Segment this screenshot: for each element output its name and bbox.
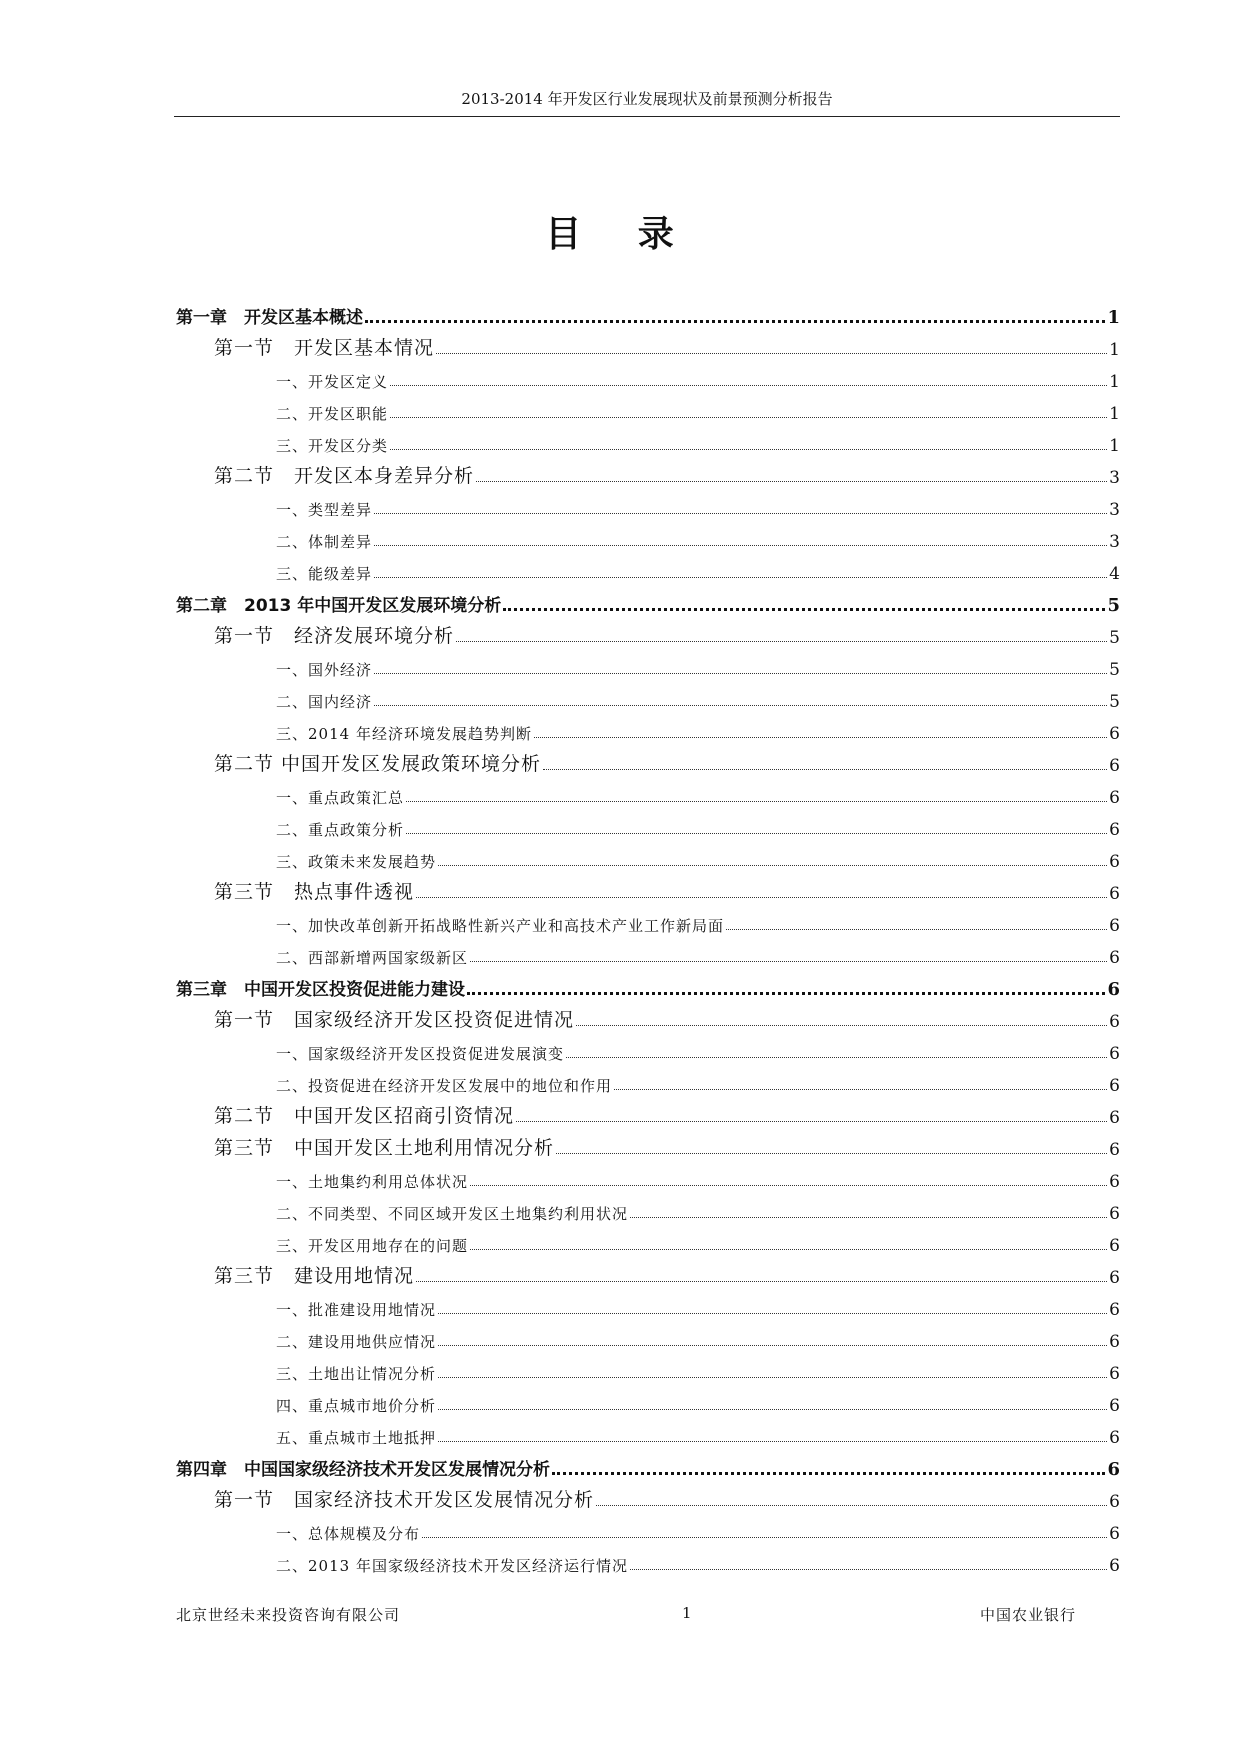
toc-entry-label: 一、重点政策汇总: [276, 789, 405, 807]
toc-entry-label: 一、开发区定义: [276, 373, 389, 391]
toc-entry-label: 一、总体规模及分布: [276, 1525, 421, 1543]
toc-section-entry[interactable]: [176, 744, 1120, 776]
toc-entry-page: 1: [1109, 404, 1120, 424]
toc-entry-page: 6: [1109, 788, 1120, 808]
toc-entry-label: 一、加快改革创新开拓战略性新兴产业和高技术产业工作新局面: [276, 917, 725, 935]
toc-leader-dots: [406, 833, 1107, 834]
page-header: [174, 86, 1120, 117]
toc-leader-dots: [456, 641, 1107, 642]
toc-section-entry[interactable]: [176, 1128, 1120, 1160]
toc-entry-label: 一、国外经济: [276, 661, 373, 679]
toc-entry-label: 一、土地集约利用总体状况: [276, 1173, 469, 1191]
toc-entry-page: 6: [1107, 1459, 1120, 1480]
toc-leader-dots: [365, 320, 1105, 323]
toc-entry-label: 二、开发区职能: [276, 405, 389, 423]
toc-subsection-entry[interactable]: [176, 936, 1120, 968]
toc-entry-page: 6: [1109, 1524, 1120, 1544]
toc-entry-label: 二、不同类型、不同区域开发区土地集约利用状况: [276, 1205, 629, 1223]
toc-chapter-entry[interactable]: [176, 296, 1120, 328]
toc-entry-page: 6: [1109, 1108, 1120, 1128]
header-title: 2013-2014 年开发区行业发展现状及前景预测分析报告: [461, 90, 833, 108]
toc-leader-dots: [614, 1089, 1107, 1090]
toc-leader-dots: [438, 1441, 1107, 1442]
toc-leader-dots: [470, 961, 1107, 962]
toc-entry-label: 二、西部新增两国家级新区: [276, 949, 469, 967]
toc-entry-label: 第一节 国家经济技术开发区发展情况分析: [214, 1489, 595, 1511]
toc-section-entry[interactable]: [176, 456, 1120, 488]
toc-entry-page: 6: [1109, 1428, 1120, 1448]
toc-leader-dots: [438, 1409, 1107, 1410]
toc-entry-page: 6: [1109, 1492, 1120, 1512]
toc-leader-dots: [467, 992, 1105, 995]
toc-subsection-entry[interactable]: [176, 1288, 1120, 1320]
page-footer: [176, 1604, 1120, 1628]
toc-entry-label: 第一章 开发区基本概述: [176, 308, 363, 328]
toc-leader-dots: [422, 1537, 1107, 1538]
toc-entry-page: 6: [1109, 1396, 1120, 1416]
toc-entry-page: 6: [1109, 1204, 1120, 1224]
toc-leader-dots: [374, 673, 1107, 674]
footer-company: 北京世经未来投资咨询有限公司: [176, 1606, 401, 1624]
toc-entry-page: 6: [1109, 852, 1120, 872]
toc-entry-label: 第一节 国家级经济开发区投资促进情况: [214, 1009, 575, 1031]
toc-leader-dots: [726, 929, 1107, 930]
toc-entry-page: 6: [1109, 1076, 1120, 1096]
toc-entry-label: 三、开发区用地存在的问题: [276, 1237, 469, 1255]
toc-leader-dots: [476, 481, 1107, 482]
toc-subsection-entry[interactable]: [176, 1224, 1120, 1256]
toc-entry-label: 二、建设用地供应情况: [276, 1333, 437, 1351]
toc-leader-dots: [596, 1505, 1107, 1506]
toc-subsection-entry[interactable]: [176, 1416, 1120, 1448]
toc-entry-page: 6: [1109, 1556, 1120, 1576]
toc-entry-page: 6: [1109, 1140, 1120, 1160]
toc-leader-dots: [503, 608, 1105, 611]
toc-leader-dots: [516, 1121, 1107, 1122]
toc-entry-label: 三、2014 年经济环境发展趋势判断: [276, 725, 532, 743]
toc-leader-dots: [438, 865, 1107, 866]
toc-entry-page: 6: [1109, 1332, 1120, 1352]
toc-section-entry[interactable]: [176, 1096, 1120, 1128]
toc-leader-dots: [374, 705, 1107, 706]
toc-leader-dots: [566, 1057, 1107, 1058]
toc-title: 目 录: [545, 213, 696, 255]
footer-page-number: 1: [682, 1604, 692, 1622]
toc-leader-dots: [552, 1472, 1105, 1475]
toc-entry-label: 二、投资促进在经济开发区发展中的地位和作用: [276, 1077, 613, 1095]
toc-leader-dots: [534, 737, 1107, 738]
toc-entry-label: 二、体制差异: [276, 533, 373, 551]
toc-subsection-entry[interactable]: [176, 488, 1120, 520]
toc-leader-dots: [470, 1185, 1107, 1186]
toc-entry-label: 三、开发区分类: [276, 437, 389, 455]
toc-entry-label: 第三节 中国开发区土地利用情况分析: [214, 1137, 555, 1159]
toc-subsection-entry[interactable]: [176, 776, 1120, 808]
toc-entry-page: 6: [1109, 1268, 1120, 1288]
toc-entry-page: 5: [1109, 628, 1120, 648]
toc-entry-page: 6: [1109, 1172, 1120, 1192]
toc-entry-page: 6: [1109, 884, 1120, 904]
toc-entry-page: 6: [1109, 1044, 1120, 1064]
toc-leader-dots: [438, 1345, 1107, 1346]
toc-subsection-entry[interactable]: [176, 808, 1120, 840]
toc-leader-dots: [630, 1217, 1107, 1218]
toc-subsection-entry[interactable]: [176, 360, 1120, 392]
toc-entry-page: 3: [1109, 468, 1120, 488]
toc-entry-page: 1: [1109, 340, 1120, 360]
toc-chapter-entry[interactable]: [176, 584, 1120, 616]
toc-entry-label: 二、国内经济: [276, 693, 373, 711]
toc-leader-dots: [390, 449, 1107, 450]
toc-subsection-entry[interactable]: [176, 1544, 1120, 1576]
toc-section-entry[interactable]: [176, 1480, 1120, 1512]
toc-entry-label: 三、能级差异: [276, 565, 373, 583]
toc-subsection-entry[interactable]: [176, 840, 1120, 872]
toc-entry-label: 二、2013 年国家级经济技术开发区经济运行情况: [276, 1557, 628, 1575]
toc-entry-label: 三、土地出让情况分析: [276, 1365, 437, 1383]
toc-section-entry[interactable]: [176, 872, 1120, 904]
toc-subsection-entry[interactable]: [176, 1064, 1120, 1096]
toc-entry-page: 6: [1109, 1012, 1120, 1032]
toc-entry-label: 第二章 2013 年中国开发区发展环境分析: [176, 596, 502, 616]
toc-chapter-entry[interactable]: [176, 968, 1120, 1000]
toc-entry-label: 一、批准建设用地情况: [276, 1301, 437, 1319]
toc-chapter-entry[interactable]: [176, 1448, 1120, 1480]
toc-subsection-entry[interactable]: [176, 1032, 1120, 1064]
toc-leader-dots: [470, 1249, 1107, 1250]
toc-leader-dots: [390, 385, 1107, 386]
toc-entry-page: 3: [1109, 532, 1120, 552]
toc-subsection-entry[interactable]: [176, 520, 1120, 552]
toc-leader-dots: [438, 1377, 1107, 1378]
toc-entry-label: 第三节 热点事件透视: [214, 881, 415, 903]
toc-leader-dots: [390, 417, 1107, 418]
toc-subsection-entry[interactable]: [176, 424, 1120, 456]
toc-leader-dots: [416, 897, 1107, 898]
toc-subsection-entry[interactable]: [176, 392, 1120, 424]
toc-entry-label: 第四章 中国国家级经济技术开发区发展情况分析: [176, 1460, 550, 1480]
toc-entry-page: 4: [1109, 564, 1120, 584]
toc-entry-label: 四、重点城市地价分析: [276, 1397, 437, 1415]
toc-entry-label: 二、重点政策分析: [276, 821, 405, 839]
toc-entry-page: 5: [1109, 692, 1120, 712]
toc-entry-page: 6: [1107, 979, 1120, 1000]
toc-subsection-entry[interactable]: [176, 680, 1120, 712]
toc-entry-label: 第二节 中国开发区发展政策环境分析: [214, 753, 542, 775]
toc-entry-label: 一、国家级经济开发区投资促进发展演变: [276, 1045, 565, 1063]
toc-section-entry[interactable]: [176, 1000, 1120, 1032]
toc-subsection-entry[interactable]: [176, 1512, 1120, 1544]
toc-subsection-entry[interactable]: [176, 1320, 1120, 1352]
toc-entry-label: 第三节 建设用地情况: [214, 1265, 415, 1287]
toc-subsection-entry[interactable]: [176, 1384, 1120, 1416]
toc-entry-label: 第二节 中国开发区招商引资情况: [214, 1105, 515, 1127]
toc-entry-page: 1: [1109, 436, 1120, 456]
toc-section-entry[interactable]: [176, 328, 1120, 360]
toc-subsection-entry[interactable]: [176, 904, 1120, 936]
toc-entry-page: 6: [1109, 820, 1120, 840]
toc-entry-page: 1: [1109, 372, 1120, 392]
toc-entry-label: 五、重点城市土地抵押: [276, 1429, 437, 1447]
toc-leader-dots: [543, 769, 1107, 770]
toc-entry-page: 6: [1109, 756, 1120, 776]
toc-entry-page: 5: [1109, 660, 1120, 680]
toc-entry-page: 6: [1109, 724, 1120, 744]
toc-entry-label: 一、类型差异: [276, 501, 373, 519]
toc-leader-dots: [436, 353, 1107, 354]
toc-entry-label: 第三章 中国开发区投资促进能力建设: [176, 980, 465, 1000]
toc-entry-page: 6: [1109, 1364, 1120, 1384]
toc-subsection-entry[interactable]: [176, 712, 1120, 744]
toc-entry-page: 3: [1109, 500, 1120, 520]
toc-entry-label: 第一节 经济发展环境分析: [214, 625, 455, 647]
toc-entry-label: 第一节 开发区基本情况: [214, 337, 435, 359]
toc-leader-dots: [374, 513, 1107, 514]
toc-subsection-entry[interactable]: [176, 552, 1120, 584]
toc-entry-page: 6: [1109, 916, 1120, 936]
toc-leader-dots: [374, 577, 1107, 578]
toc-subsection-entry[interactable]: [176, 1352, 1120, 1384]
table-of-contents: [176, 296, 1120, 1576]
toc-entry-page: 6: [1109, 1300, 1120, 1320]
toc-leader-dots: [630, 1569, 1107, 1570]
toc-entry-page: 6: [1109, 1236, 1120, 1256]
footer-bank: 中国农业银行: [979, 1606, 1076, 1624]
toc-subsection-entry[interactable]: [176, 1160, 1120, 1192]
toc-leader-dots: [556, 1153, 1107, 1154]
toc-leader-dots: [374, 545, 1107, 546]
toc-leader-dots: [416, 1281, 1107, 1282]
toc-entry-label: 第二节 开发区本身差异分析: [214, 465, 475, 487]
toc-entry-page: 1: [1107, 307, 1120, 328]
toc-entry-page: 5: [1107, 595, 1120, 616]
toc-section-entry[interactable]: [176, 616, 1120, 648]
toc-subsection-entry[interactable]: [176, 1192, 1120, 1224]
toc-leader-dots: [406, 801, 1107, 802]
toc-leader-dots: [438, 1313, 1107, 1314]
toc-leader-dots: [576, 1025, 1107, 1026]
toc-subsection-entry[interactable]: [176, 648, 1120, 680]
toc-section-entry[interactable]: [176, 1256, 1120, 1288]
toc-entry-label: 三、政策未来发展趋势: [276, 853, 437, 871]
toc-entry-page: 6: [1109, 948, 1120, 968]
